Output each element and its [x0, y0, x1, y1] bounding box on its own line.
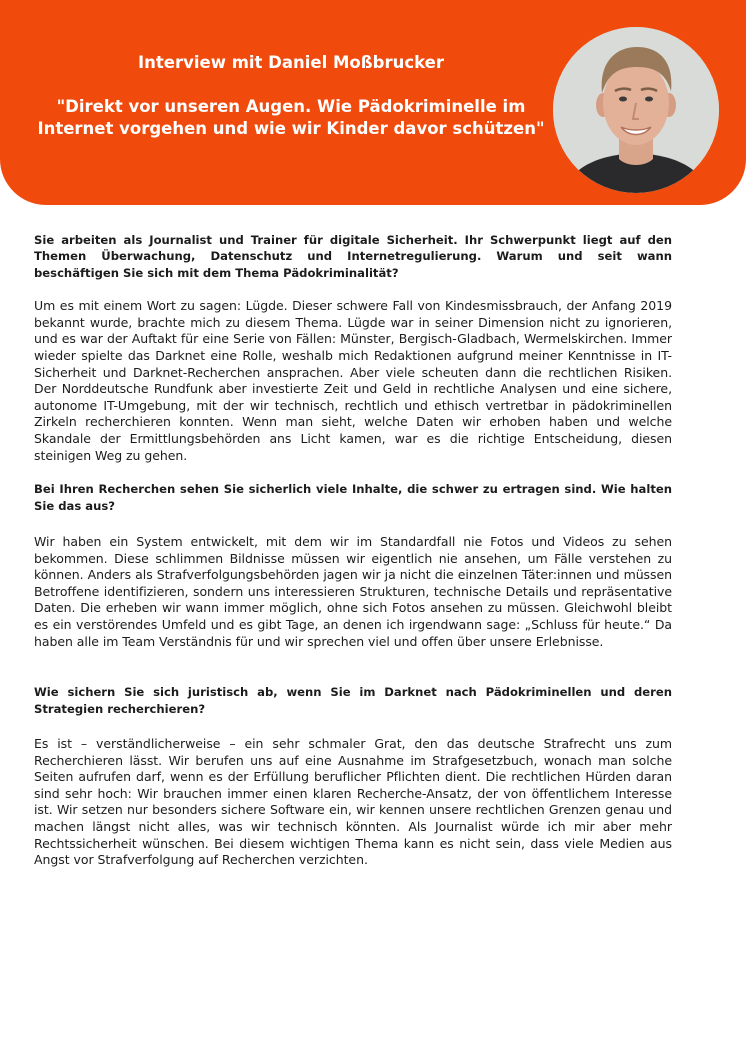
interview-body	[34, 232, 672, 869]
answer-3: Es ist – verständlicherweise – ein sehr schmaler Grat, den das deutsche Strafrecht uns zum Recherchieren lässt. Wir berufen uns auf eine Ausnahme im Strafgesetzbuch, wonach man solche Seiten aufrufen darf, wenn es der Erfüllung beruflicher Pflichten dient. Die rechtlichen Hürden daran sind sehr hoch: Wir brauchen immer einen klaren Recherche-Ansatz, der von öffentlichem Interesse ist. Wir setzen nur besonders sichere Software ein, wir kennen unsere rechtlichen Grenzen genau und machen längst nicht alles, was wir technisch könnten. Als Journalist würde ich mir aber mehr Rechtssicherheit wünschen. Bei diesem wichtigen Thema kann es nicht sein, dass viele Medien aus Angst vor Strafverfolgung auf Recherchen verzichten.	[34, 735, 672, 868]
answer-2: Wir haben ein System entwickelt, mit dem wir im Standardfall nie Fotos und Videos zu sehen bekommen. Diese schlimmen Bildnisse müssen wir eigentlich nie ansehen, um Fälle verstehen zu können. Anders als Strafverfolgungsbehörden jagen wir ja nicht die einzelnen Täter:innen und müssen Betroffene identifizieren, sondern uns interessieren Strukturen, technische Details und repräsentative Daten. Die erheben wir wann immer möglich, ohne sich Fotos ansehen zu müssen. Gleichwohl bleibt es ein verstörendes Umfeld und es gibt Tage, an denen ich irgendwann sage: „Schluss für heute.“ Da haben alle im Team Verständnis für und wir sprechen viel und offen über unsere Erlebnisse.	[34, 533, 672, 649]
interview-headline: "Direkt vor unseren Augen. Wie Pädokriminelle im Internet vorgehen und wie wir Kinder davor schützen"	[37, 97, 545, 138]
interview-title: Interview mit Daniel Moßbrucker	[138, 53, 444, 72]
interviewee-portrait-photo	[553, 27, 719, 193]
question-3: Wie sichern Sie sich juristisch ab, wenn Sie im Darknet nach Pädokriminellen und deren Strategien recherchieren?	[34, 685, 672, 716]
question-1: Sie arbeiten als Journalist und Trainer für digitale Sicherheit. Ihr Schwerpunkt liegt auf den Themen Überwachung, Datenschutz und Internetregulierung. Warum und seit wann beschäftigen Sie sich mit dem Thema Pädokriminalität?	[34, 233, 672, 280]
answer-1: Um es mit einem Wort zu sagen: Lügde. Dieser schwere Fall von Kindesmissbrauch, der Anfang 2019 bekannt wurde, brachte mich zu diesem Thema. Lügde war in seiner Dimension nicht zu ignorieren, und es war der Auftakt für eine Serie von Fällen: Münster, Bergisch-Gladbach, Wermelskirchen. Immer wieder spielte das Darknet eine Rolle, weshalb mich Redaktionen aufgrund meiner Kenntnisse in IT-Sicherheit und Darknet-Recherchen ansprachen. Aber viele scheuten dann die rechtlichen Risiken. Der Norddeutsche Rundfunk aber investierte Zeit und Geld in rechtliche Analysen und eine sichere, autonome IT-Umgebung, mit der wir technisch, rechtlich und ethisch vertretbar in pädokriminellen Zirkeln recherchieren konnten. Wenn man sieht, welche Daten wir erhoben haben und welche Skandale der Ermittlungsbehörden ans Licht kamen, war es die richtige Entscheidung, diesen steinigen Weg zu gehen.	[34, 298, 672, 463]
question-2: Bei Ihren Recherchen sehen Sie sicherlich viele Inhalte, die schwer zu ertragen sind. Wie halten Sie das aus?	[34, 482, 672, 513]
header-banner	[0, 0, 746, 205]
header-text	[30, 52, 552, 140]
